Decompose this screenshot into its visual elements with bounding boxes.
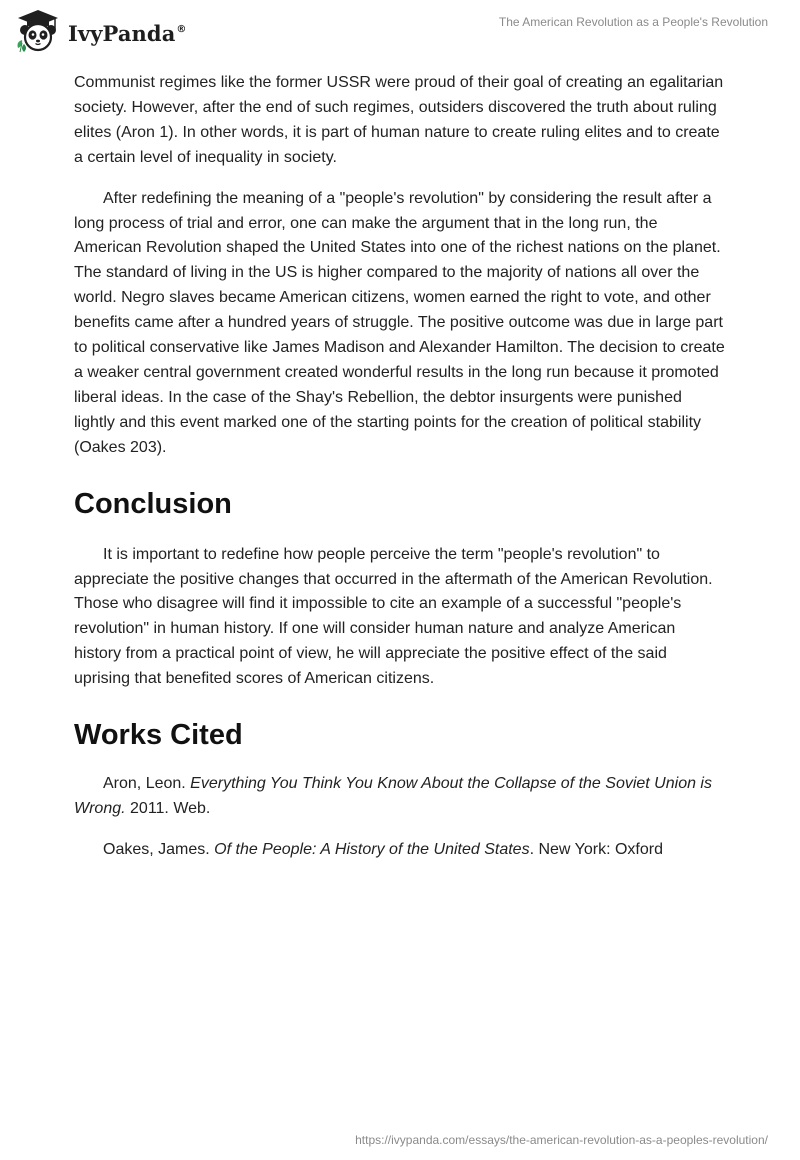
conclusion-heading: Conclusion bbox=[74, 487, 232, 520]
registered-mark: ® bbox=[176, 23, 187, 35]
source-url-link[interactable]: https://ivypanda.com/essays/the-american-revolution-as-a-peoples-revolution/ bbox=[355, 1133, 768, 1147]
document-title: The American Revolution as a People's Revolution bbox=[498, 15, 768, 29]
essay-body bbox=[74, 71, 726, 879]
brand-name: IvyPanda® bbox=[68, 20, 187, 46]
citation-author: Oakes, James. bbox=[103, 840, 215, 858]
body-paragraph-2: After redefining the meaning of a "people's revolution" by considering the result after a long process of trial and error, one can make the argument that in the long run, the American Revolution shaped the United States into one of the richest nations on the planet. The standard of living in the US is higher compared to the majority of nations all over the world. Negro slaves became American citizens, women earned the right to vote, and other benefits came after a hundred years of struggle. The positive outcome was due in large part to political conservative like James Madison and Alexander Hamilton. The decision to create a weaker central government created wonderful results in the long run because it promoted liberal ideas. In the case of the Shay's Rebellion, the debtor insurgents were punished lightly and this event marked one of the starting points for the creation of political stability (Oakes 203). bbox=[74, 189, 725, 456]
citation-details: . New York: Oxford bbox=[529, 840, 663, 858]
citation-aron bbox=[74, 772, 726, 822]
works-cited-heading: Works Cited bbox=[74, 719, 243, 752]
conclusion-paragraph: It is important to redefine how people perceive the term "people's revolution" to appreciate the positive changes that occurred in the aftermath of the American Revolution. Those who disagree will find it impossible to cite an example of a successful "people's revolution" in human history. If one will consider human nature and analyze American history from a practical point of view, he will appreciate the positive effect of the said uprising that benefited scores of American citizens. bbox=[74, 545, 713, 688]
citation-details: 2011. Web. bbox=[125, 799, 211, 817]
page-header bbox=[0, 0, 800, 60]
body-paragraph-1: Communist regimes like the former USSR were proud of their goal of creating an egalitarian society. However, after the end of such regimes, outsiders discovered the truth about ruling elites (Aron 1). In other words, it is part of human nature to create ruling elites and to create a certain level of inequality in society. bbox=[74, 74, 724, 166]
citation-title: Of the People: A History of the United States bbox=[214, 840, 530, 858]
citation-title: Everything You Think You Know About the Collapse of the Soviet Union is Wrong. bbox=[74, 775, 712, 817]
panda-graduate-icon bbox=[14, 8, 62, 54]
citation-author: Aron, Leon. bbox=[103, 775, 191, 793]
citation-oakes bbox=[74, 838, 726, 863]
ivypanda-logo[interactable] bbox=[14, 8, 187, 54]
